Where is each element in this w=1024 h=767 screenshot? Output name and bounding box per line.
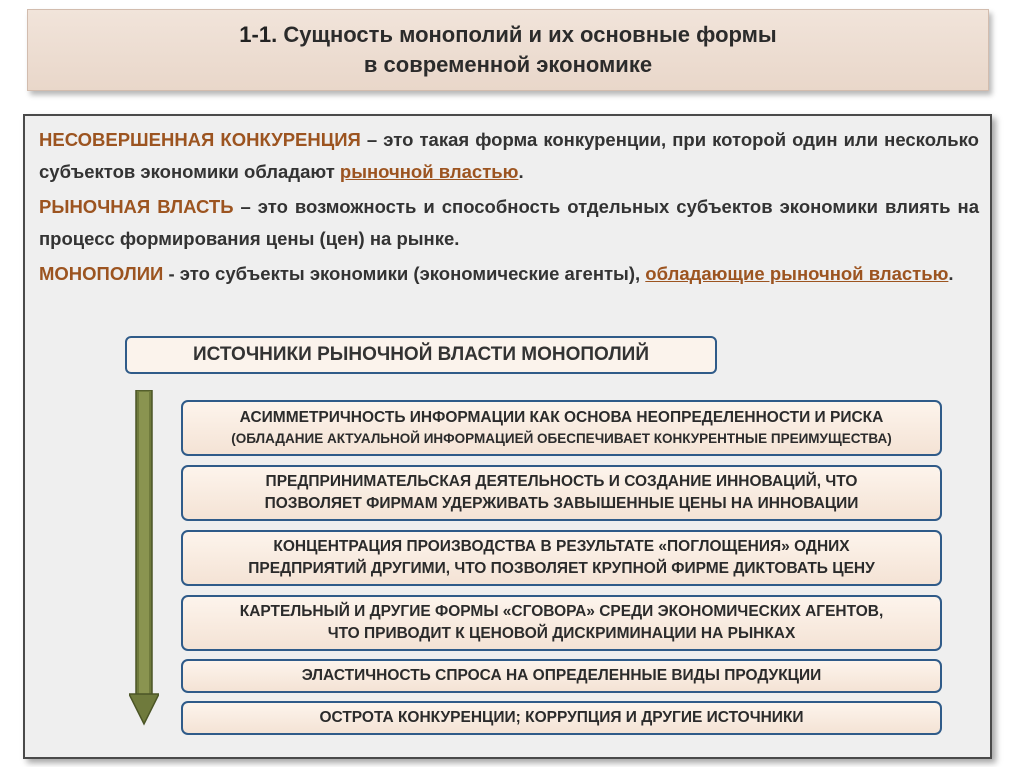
source-2-line-1: ПРЕДПРИНИМАТЕЛЬСКАЯ ДЕЯТЕЛЬНОСТЬ И СОЗДАНИЕ ИННОВАЦИЙ, ЧТО bbox=[265, 473, 858, 490]
source-box-cartel bbox=[181, 595, 942, 651]
term-monopolies: МОНОПОЛИИ bbox=[39, 263, 164, 284]
definition-monopolies-text: - это субъекты экономики (экономические агенты), bbox=[163, 263, 646, 284]
slide-title-line-2: в современной экономике bbox=[363, 52, 653, 77]
source-box-concentration bbox=[181, 530, 942, 586]
down-arrow-icon bbox=[129, 390, 159, 726]
definition-imperfect-competition bbox=[39, 124, 979, 188]
slide-title-line-1 bbox=[28, 20, 988, 50]
source-box-information-asymmetry bbox=[181, 400, 942, 456]
source-box-competition-corruption bbox=[181, 701, 942, 735]
definition-imperfect-text: – это такая форма конкуренции, при которой один или несколько субъектов экономики обладают bbox=[39, 129, 979, 182]
market-power-link[interactable]: рыночной властью bbox=[339, 161, 519, 182]
source-6-line-1: ОСТРОТА КОНКУРЕНЦИИ; КОРРУПЦИЯ И ДРУГИЕ ИСТОЧНИКИ bbox=[319, 709, 804, 726]
definition-market-power-text: – это возможность и способность отдельных субъектов экономики влиять на процесс формирования цены (цен) на рынке. bbox=[39, 196, 979, 249]
slide-title-banner bbox=[27, 9, 989, 91]
definition-market-power bbox=[39, 191, 979, 255]
source-box-demand-elasticity bbox=[181, 659, 942, 693]
definition-imperfect-end: . bbox=[518, 161, 524, 182]
source-5-line-1: ЭЛАСТИЧНОСТЬ СПРОСА НА ОПРЕДЕЛЕННЫЕ ВИДЫ ПРОДУКЦИИ bbox=[301, 667, 822, 684]
source-2-line-2: ПОЗВОЛЯЕТ ФИРМАМ УДЕРЖИВАТЬ ЗАВЫШЕННЫЕ ЦЕНЫ НА ИННОВАЦИИ bbox=[264, 495, 859, 512]
source-4-line-2: ЧТО ПРИВОДИТ К ЦЕНОВОЙ ДИСКРИМИНАЦИИ НА РЫНКАХ bbox=[327, 625, 796, 642]
term-imperfect-competition: НЕСОВЕРШЕННАЯ КОНКУРЕНЦИЯ bbox=[39, 129, 361, 150]
content-panel bbox=[23, 114, 992, 759]
slide-number: 1-1. bbox=[239, 22, 278, 47]
source-1-line-2: (ОБЛАДАНИЕ АКТУАЛЬНОЙ ИНФОРМАЦИЕЙ ОБЕСПЕЧИВАЕТ КОНКУРЕНТНЫЕ ПРЕИМУЩЕСТВА) bbox=[231, 431, 892, 446]
source-box-innovation bbox=[181, 465, 942, 521]
source-3-line-1: КОНЦЕНТРАЦИЯ ПРОИЗВОДСТВА В РЕЗУЛЬТАТЕ «ПОГЛОЩЕНИЯ» ОДНИХ bbox=[273, 538, 850, 555]
source-1-line-1: АСИММЕТРИЧНОСТЬ ИНФОРМАЦИИ КАК ОСНОВА НЕОПРЕДЕЛЕННОСТИ И РИСКА bbox=[239, 409, 884, 426]
source-4-line-1: КАРТЕЛЬНЫЙ И ДРУГИЕ ФОРМЫ «СГОВОРА» СРЕДИ ЭКОНОМИЧЕСКИХ АГЕНТОВ, bbox=[239, 603, 884, 620]
term-market-power: РЫНОЧНАЯ ВЛАСТЬ bbox=[39, 196, 234, 217]
sources-heading: ИСТОЧНИКИ РЫНОЧНОЙ ВЛАСТИ МОНОПОЛИЙ bbox=[125, 336, 717, 374]
definition-monopolies-end: . bbox=[948, 263, 954, 284]
definition-monopolies bbox=[39, 258, 979, 290]
source-3-line-2: ПРЕДПРИЯТИЙ ДРУГИМИ, ЧТО ПОЗВОЛЯЕТ КРУПНОЙ ФИРМЕ ДИКТОВАТЬ ЦЕНУ bbox=[248, 560, 875, 577]
having-market-power-link[interactable]: обладающие рыночной властью bbox=[645, 263, 949, 284]
slide-title-text: Сущность монополий и их основные формы bbox=[283, 22, 777, 47]
